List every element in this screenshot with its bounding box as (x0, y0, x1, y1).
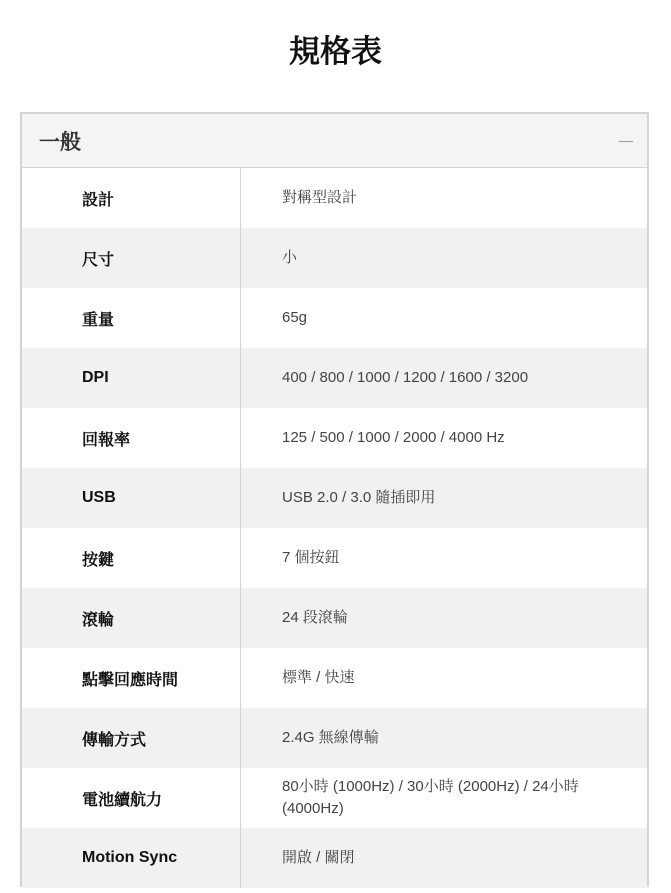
spec-value: 80小時 (1000Hz) / 30小時 (2000Hz) / 24小時 (4000Hz) (282, 778, 579, 817)
spec-value: 標準 / 快速 (282, 669, 355, 686)
spec-value: USB 2.0 / 3.0 隨插即用 (282, 489, 436, 506)
spec-value: 65g (282, 309, 308, 326)
spec-label: 設計 (22, 168, 241, 228)
table-row (22, 708, 647, 768)
spec-value: 125 / 500 / 1000 / 2000 / 4000 Hz (282, 429, 505, 446)
spec-label: 尺寸 (22, 228, 241, 288)
table-row (22, 768, 647, 828)
spec-label: 回報率 (22, 408, 241, 468)
spec-label: 滾輪 (22, 588, 241, 648)
page-title: 規格表 (289, 34, 382, 69)
spec-label: 按鍵 (22, 528, 241, 588)
spec-value: 開啟 / 關閉 (282, 849, 355, 866)
table-row (22, 348, 647, 408)
spec-label: 傳輸方式 (22, 708, 241, 768)
spec-label: 重量 (22, 288, 241, 348)
spec-value: 24 段滾輪 (282, 609, 348, 626)
spec-label: 點擊回應時間 (22, 648, 241, 708)
table-row (22, 588, 647, 648)
spec-table (22, 168, 647, 888)
spec-label: 電池續航力 (22, 768, 241, 828)
spec-label: DPI (22, 348, 241, 408)
spec-panel (20, 112, 649, 887)
table-row (22, 408, 647, 468)
section-title: 一般 (39, 130, 81, 154)
spec-label: Motion Sync (22, 828, 241, 888)
table-row (22, 468, 647, 528)
minus-icon[interactable] (619, 134, 633, 148)
table-row (22, 228, 647, 288)
spec-value: 2.4G 無線傳輸 (282, 729, 379, 746)
table-row (22, 528, 647, 588)
table-row (22, 828, 647, 888)
table-row (22, 168, 647, 228)
spec-value: 7 個按鈕 (282, 549, 340, 566)
table-row (22, 288, 647, 348)
spec-value: 400 / 800 / 1000 / 1200 / 1600 / 3200 (282, 369, 529, 386)
table-row (22, 648, 647, 708)
section-header-general[interactable] (22, 114, 647, 168)
spec-value: 對稱型設計 (282, 189, 358, 206)
spec-label: USB (22, 468, 241, 528)
spec-value: 小 (282, 249, 298, 266)
